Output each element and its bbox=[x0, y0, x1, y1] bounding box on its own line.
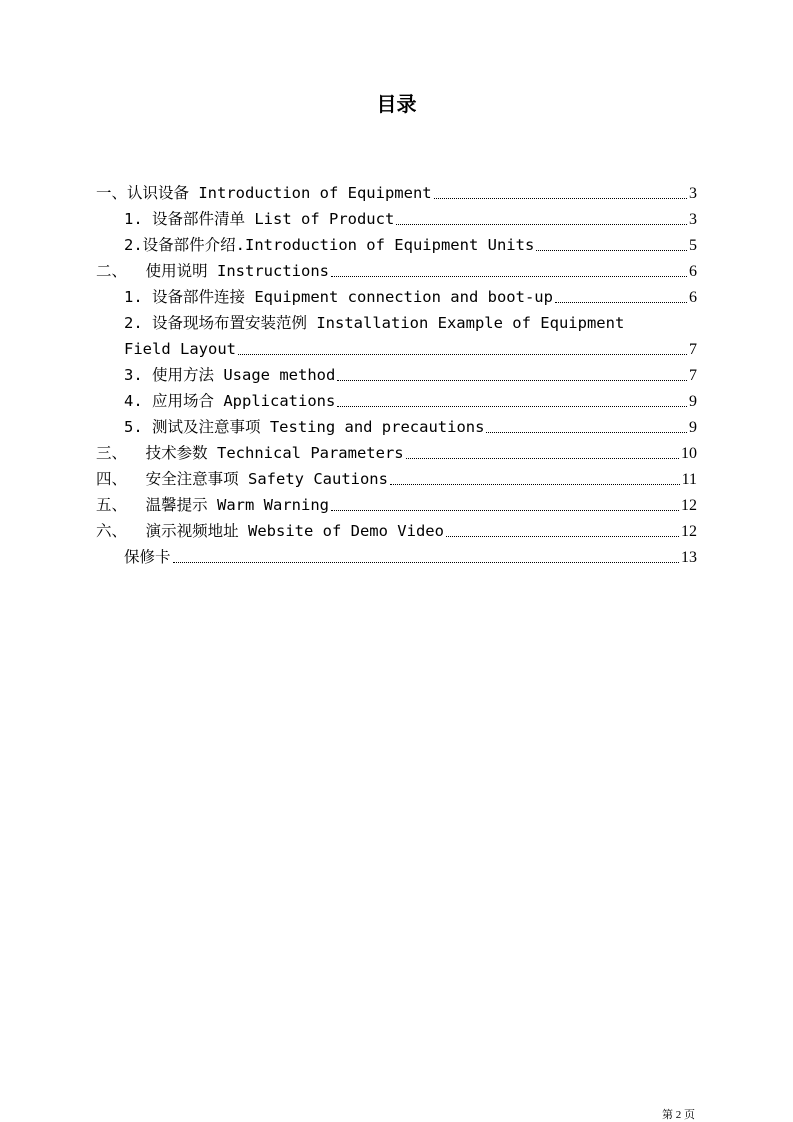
toc-entry[interactable] bbox=[96, 336, 697, 362]
toc-entry-page: 7 bbox=[689, 341, 697, 358]
toc-leader bbox=[406, 457, 679, 459]
toc-entry-page: 7 bbox=[689, 367, 697, 384]
toc-entry-page: 3 bbox=[689, 211, 697, 228]
toc-leader bbox=[337, 379, 687, 381]
toc-leader bbox=[331, 509, 679, 511]
toc-entry-page: 9 bbox=[689, 419, 697, 436]
toc-entry[interactable] bbox=[96, 258, 697, 284]
toc-entry-wrapped-first-line[interactable] bbox=[96, 310, 697, 336]
toc-entry-page: 10 bbox=[681, 445, 697, 462]
toc-leader bbox=[536, 249, 687, 251]
toc-entry-text: 1. 设备部件清单 List of Product bbox=[124, 210, 395, 228]
toc-entry[interactable] bbox=[96, 492, 697, 518]
toc-entry-text: 六、 演示视频地址 Website of Demo Video bbox=[96, 522, 444, 540]
toc-entry[interactable] bbox=[96, 518, 697, 544]
toc-entry-text: 一、认识设备 Introduction of Equipment bbox=[96, 184, 432, 202]
toc-entry-text: 3. 使用方法 Usage method bbox=[124, 366, 336, 384]
toc-leader bbox=[486, 431, 687, 433]
toc-leader bbox=[396, 223, 687, 225]
toc-entry[interactable] bbox=[96, 388, 697, 414]
toc-entry[interactable] bbox=[96, 440, 697, 466]
toc-entry-page: 13 bbox=[681, 549, 697, 566]
toc-leader bbox=[238, 353, 687, 355]
toc-leader bbox=[434, 197, 687, 199]
toc-entry[interactable] bbox=[96, 414, 697, 440]
toc-entry[interactable] bbox=[96, 206, 697, 232]
toc-entry-page: 3 bbox=[689, 185, 697, 202]
toc-entry[interactable] bbox=[96, 284, 697, 310]
page-title: 目录 bbox=[376, 92, 417, 116]
toc-entry-text: 三、 技术参数 Technical Parameters bbox=[96, 444, 404, 462]
toc-entry-text: 5. 测试及注意事项 Testing and precautions bbox=[124, 418, 485, 436]
toc-entry-page: 9 bbox=[689, 393, 697, 410]
toc-entry-text-continued: Field Layout bbox=[124, 340, 236, 358]
toc-entry-text: 4. 应用场合 Applications bbox=[124, 392, 336, 410]
toc-entry-text: 二、 使用说明 Instructions bbox=[96, 262, 329, 280]
toc-entry-text: 五、 温馨提示 Warm Warning bbox=[96, 496, 329, 514]
toc-entry-page: 6 bbox=[689, 289, 697, 306]
toc-entry-page: 6 bbox=[689, 263, 697, 280]
toc-entry[interactable] bbox=[96, 180, 697, 206]
toc-leader bbox=[337, 405, 687, 407]
table-of-contents bbox=[96, 180, 697, 570]
toc-entry[interactable] bbox=[96, 232, 697, 258]
toc-leader bbox=[446, 535, 679, 537]
toc-entry[interactable] bbox=[96, 466, 697, 492]
toc-entry[interactable] bbox=[96, 544, 697, 570]
toc-entry-text: 保修卡 bbox=[124, 548, 171, 566]
toc-leader bbox=[331, 275, 687, 277]
toc-leader bbox=[173, 561, 679, 563]
toc-entry-text: 2. 设备现场布置安装范例 Installation Example of Equipment bbox=[124, 314, 625, 332]
toc-entry-text: 1. 设备部件连接 Equipment connection and boot-up bbox=[124, 288, 553, 306]
toc-leader bbox=[555, 301, 687, 303]
page-number-footer: 第 2 页 bbox=[662, 1109, 695, 1121]
toc-entry-text: 四、 安全注意事项 Safety Cautions bbox=[96, 470, 388, 488]
toc-entry-page: 11 bbox=[681, 471, 697, 488]
toc-entry-page: 12 bbox=[681, 497, 697, 514]
toc-entry[interactable] bbox=[96, 362, 697, 388]
toc-entry-page: 12 bbox=[681, 523, 697, 540]
toc-entry-page: 5 bbox=[689, 237, 697, 254]
toc-entry-text: 2.设备部件介绍.Introduction of Equipment Units bbox=[124, 236, 535, 254]
toc-leader bbox=[390, 483, 680, 485]
